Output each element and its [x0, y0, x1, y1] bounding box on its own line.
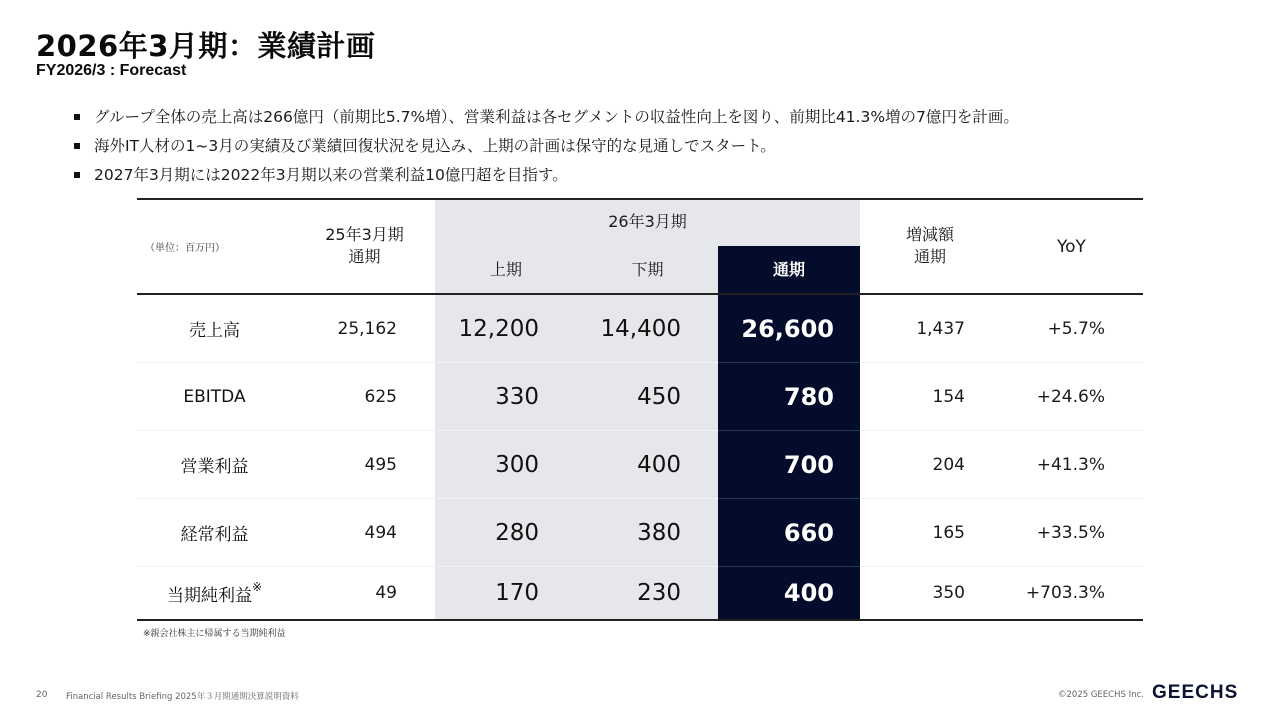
- cell-h2: 450: [637, 383, 681, 410]
- company-logo: GEECHS: [1152, 682, 1239, 703]
- footer-text: Financial Results Briefing 2025年３月期通期決算説明資料: [66, 692, 299, 702]
- cell-change: 1,437: [916, 318, 965, 339]
- cell-change: 165: [932, 522, 965, 543]
- table-footnote: ※親会社株主に帰属する当期純利益: [143, 629, 286, 639]
- forecast-table: [137, 198, 1143, 622]
- cell-h1: 12,200: [458, 315, 539, 342]
- cell-full-year: 26,600: [741, 314, 834, 343]
- cell-h2: 14,400: [600, 315, 681, 342]
- cell-h1: 170: [495, 580, 539, 606]
- cell-full-year: 700: [783, 450, 834, 479]
- cell-yoy: +41.3%: [1036, 454, 1105, 475]
- cell-prev: 25,162: [337, 318, 397, 339]
- bullet-item: 2027年3月期には2022年3月期以来の営業利益10億円超を目指す。: [72, 162, 1019, 191]
- row-label-ordinary-profit: 経常利益: [180, 525, 249, 545]
- bullet-item: グループ全体の売上高は266億円（前期比5.7%増）、営業利益は各セグメントの収益性向上を図り、前期比41.3%増の7億円を計画。: [72, 104, 1019, 133]
- cell-prev: 49: [375, 583, 397, 603]
- cell-h2: 400: [637, 451, 681, 478]
- cell-yoy: +24.6%: [1036, 386, 1105, 407]
- copyright: ©2025 GEECHS Inc.: [1058, 690, 1144, 700]
- cell-change: 204: [932, 454, 965, 475]
- cell-h2: 380: [637, 519, 681, 546]
- unit-label: （単位：百万円）: [145, 242, 225, 254]
- cell-change: 350: [932, 583, 965, 603]
- cell-full-year: 660: [783, 518, 834, 547]
- cell-h1: 280: [495, 519, 539, 546]
- page-number: 20: [36, 690, 48, 700]
- page-subtitle: FY2026/3 : Forecast: [36, 62, 187, 79]
- cell-prev: 625: [364, 386, 397, 407]
- row-label-net-sales: 売上高: [189, 321, 240, 341]
- header-second-half: 下期: [631, 260, 664, 279]
- row-label-net-income: 当期純利益 ※: [166, 580, 263, 606]
- footnote-mark: ※: [251, 580, 263, 594]
- table-top-rule: [137, 198, 1143, 200]
- cell-h2: 230: [637, 580, 681, 606]
- cell-prev: 495: [364, 454, 397, 475]
- header-fy2025-full-year: 25年3月期 通期: [325, 225, 404, 266]
- square-bullet-icon: [74, 114, 80, 120]
- square-bullet-icon: [74, 143, 80, 149]
- cell-h1: 300: [495, 451, 539, 478]
- square-bullet-icon: [74, 172, 80, 178]
- header-full-year: 通期: [772, 260, 805, 279]
- cell-h1: 330: [495, 383, 539, 410]
- bullet-item: 海外IT人材の1~3月の実績及び業績回復状況を見込み、上期の計画は保守的な見通しでスタート。: [72, 133, 1019, 162]
- cell-yoy: +703.3%: [1025, 583, 1105, 603]
- bullet-list: [72, 104, 1019, 191]
- table-bottom-rule: [137, 619, 1143, 621]
- cell-prev: 494: [364, 522, 397, 543]
- header-first-half: 上期: [489, 260, 522, 279]
- cell-full-year: 780: [783, 382, 834, 411]
- header-change-full-year: 増減額 通期: [905, 225, 954, 266]
- page-title: 2026年3月期：業績計画: [36, 29, 376, 63]
- cell-yoy: +33.5%: [1036, 522, 1105, 543]
- header-yoy: YoY: [1057, 237, 1086, 257]
- header-fy2026-group: 26年3月期: [608, 212, 687, 231]
- cell-full-year: 400: [783, 579, 834, 607]
- row-label-operating-profit: 営業利益: [180, 457, 249, 477]
- cell-change: 154: [932, 386, 965, 407]
- cell-yoy: +5.7%: [1047, 318, 1105, 339]
- row-label-ebitda: EBITDA: [183, 386, 246, 407]
